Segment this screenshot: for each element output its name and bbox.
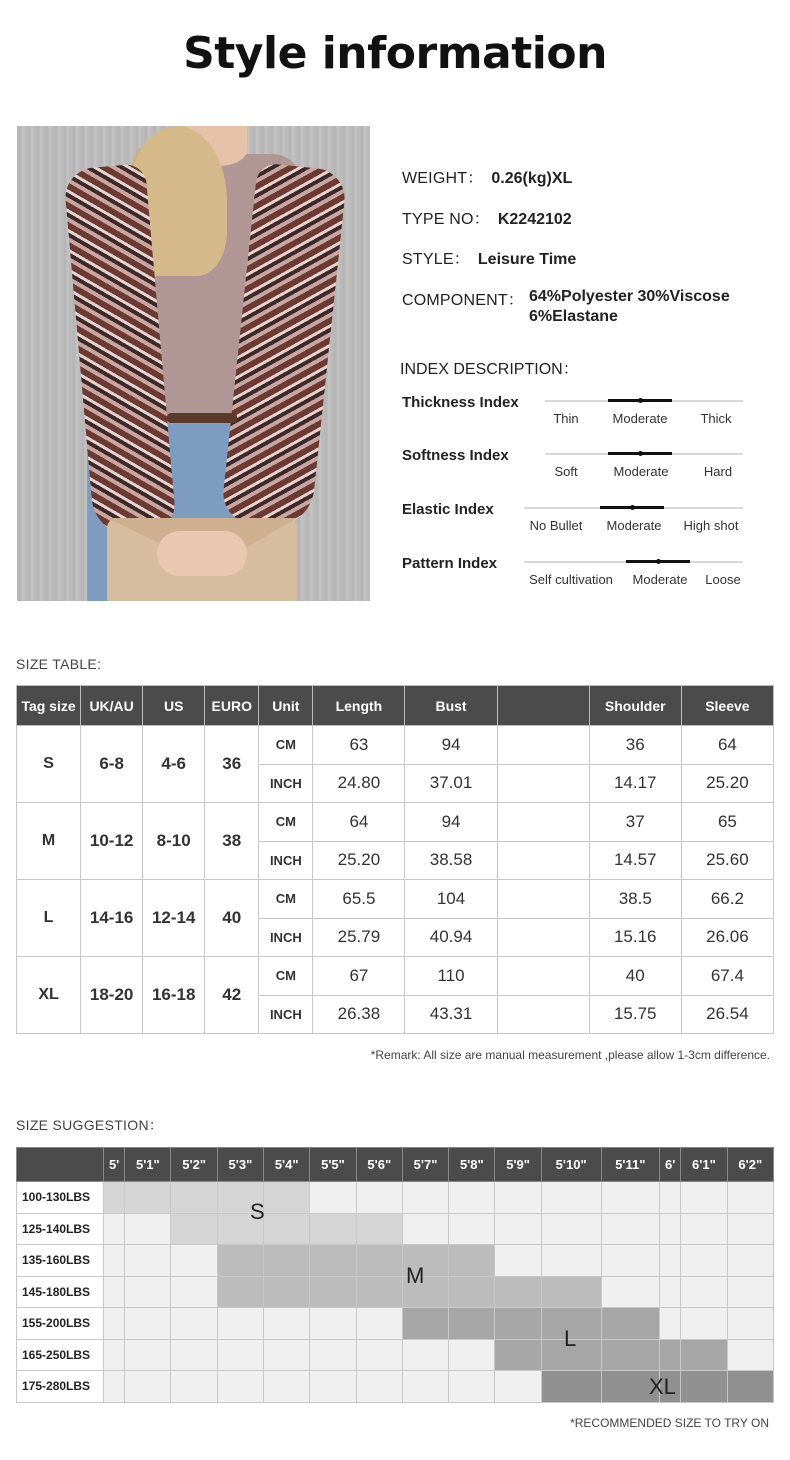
weight-row — [402, 165, 572, 188]
size-suggestion-table — [16, 1147, 774, 1403]
measure-cell: 65 — [681, 803, 773, 842]
col-length: Length — [313, 686, 405, 726]
index-option: Moderate — [613, 464, 669, 479]
suggestion-cell — [104, 1339, 125, 1371]
index-option: Moderate — [632, 572, 688, 587]
measure-cell: 15.16 — [589, 918, 681, 957]
size-suggestion-label: SIZE SUGGESTION： — [16, 1117, 164, 1133]
style-key: STYLE： — [402, 251, 470, 268]
measure-cell: 38.5 — [589, 880, 681, 919]
measure-cell: 15.75 — [589, 995, 681, 1034]
suggestion-cell — [310, 1213, 356, 1245]
height-header: 5'6" — [356, 1148, 402, 1182]
suggestion-cell — [264, 1182, 310, 1214]
component-key: COMPONENT： — [402, 292, 524, 309]
size-label-m: M — [406, 1263, 425, 1288]
weight-label: 125-140LBS — [17, 1213, 104, 1245]
measure-cell — [497, 841, 589, 880]
index-option: Thin — [553, 411, 579, 426]
index-option: Moderate — [612, 411, 668, 426]
suggestion-cell — [495, 1276, 541, 1308]
suggestion-cell — [402, 1371, 448, 1403]
suggestion-cell — [171, 1213, 217, 1245]
size-tag: L — [17, 880, 81, 957]
suggestion-cell — [495, 1371, 541, 1403]
recommend-footnote: *RECOMMENDED SIZE TO TRY ON — [570, 1416, 769, 1430]
measure-cell: 26.38 — [313, 995, 405, 1034]
measure-cell: 25.20 — [681, 764, 773, 803]
suggestion-cell — [310, 1371, 356, 1403]
unit-cell: CM — [259, 726, 313, 765]
suggestion-cell — [310, 1276, 356, 1308]
suggestion-cell — [495, 1245, 541, 1277]
suggestion-cell — [171, 1245, 217, 1277]
measure-cell — [497, 918, 589, 957]
suggestion-cell — [681, 1339, 727, 1371]
suggestion-cell — [125, 1308, 171, 1340]
measure-cell: 25.79 — [313, 918, 405, 957]
col-unit: Unit — [259, 686, 313, 726]
measure-cell: 65.5 — [313, 880, 405, 919]
size-remark: *Remark: All size are manual measurement ,please allow 1-3cm difference. — [370, 1048, 770, 1062]
us-size: 16-18 — [143, 957, 205, 1034]
suggestion-cell — [356, 1339, 402, 1371]
col-us: US — [143, 686, 205, 726]
measure-cell: 37.01 — [405, 764, 497, 803]
measure-cell: 24.80 — [313, 764, 405, 803]
suggestion-cell — [681, 1213, 727, 1245]
size-row-cm — [17, 957, 774, 996]
measure-cell: 66.2 — [681, 880, 773, 919]
uk-au-size: 10-12 — [81, 803, 143, 880]
suggestion-cell — [727, 1339, 773, 1371]
suggestion-cell — [264, 1276, 310, 1308]
index-option: Hard — [703, 464, 733, 479]
suggestion-cell — [402, 1182, 448, 1214]
type-key: TYPE NO： — [402, 211, 490, 228]
suggestion-cell — [217, 1245, 263, 1277]
suggestion-cell — [601, 1276, 659, 1308]
suggestion-cell — [449, 1213, 495, 1245]
col-uk-au: UK/AU — [81, 686, 143, 726]
weight-row — [17, 1213, 774, 1245]
measure-cell: 26.54 — [681, 995, 773, 1034]
suggestion-cell — [727, 1276, 773, 1308]
suggestion-cell — [727, 1182, 773, 1214]
suggestion-cell — [104, 1245, 125, 1277]
size-tag: M — [17, 803, 81, 880]
index-option: Self cultivation — [529, 572, 613, 587]
unit-cell: CM — [259, 803, 313, 842]
suggestion-cell — [104, 1371, 125, 1403]
measure-cell: 14.17 — [589, 764, 681, 803]
euro-size: 42 — [205, 957, 259, 1034]
suggestion-cell — [601, 1213, 659, 1245]
us-size: 4-6 — [143, 726, 205, 803]
measure-cell — [497, 803, 589, 842]
suggestion-cell — [449, 1276, 495, 1308]
unit-cell: INCH — [259, 841, 313, 880]
suggestion-cell — [125, 1245, 171, 1277]
index-option: Thick — [700, 411, 732, 426]
suggestion-cell — [727, 1371, 773, 1403]
suggestion-cell — [356, 1213, 402, 1245]
measure-cell — [497, 995, 589, 1034]
suggestion-cell — [681, 1371, 727, 1403]
height-header: 6' — [660, 1148, 681, 1182]
suggestion-cell — [171, 1308, 217, 1340]
size-label-s: S — [250, 1199, 265, 1224]
col-sleeve: Sleeve — [681, 686, 773, 726]
measure-cell: 63 — [313, 726, 405, 765]
weight-row — [17, 1308, 774, 1340]
suggestion-cell — [541, 1245, 601, 1277]
suggestion-cell — [310, 1339, 356, 1371]
measure-cell — [497, 726, 589, 765]
measure-cell: 40.94 — [405, 918, 497, 957]
measure-cell: 25.60 — [681, 841, 773, 880]
measure-cell: 94 — [405, 726, 497, 765]
uk-au-size: 6-8 — [81, 726, 143, 803]
unit-cell: INCH — [259, 918, 313, 957]
index-option: No Bullet — [529, 518, 583, 533]
unit-cell: CM — [259, 957, 313, 996]
measure-cell — [497, 764, 589, 803]
size-row-cm — [17, 803, 774, 842]
suggestion-cell — [171, 1276, 217, 1308]
index-dot — [656, 559, 661, 564]
size-tag: XL — [17, 957, 81, 1034]
height-header: 5'7" — [402, 1148, 448, 1182]
suggestion-cell — [217, 1371, 263, 1403]
product-photo — [17, 126, 370, 601]
suggestion-cell — [104, 1213, 125, 1245]
suggestion-cell — [495, 1339, 541, 1371]
suggestion-cell — [171, 1339, 217, 1371]
suggestion-cell — [495, 1182, 541, 1214]
measure-cell: 104 — [405, 880, 497, 919]
component-row — [402, 287, 524, 310]
size-tag: S — [17, 726, 81, 803]
height-header: 5'2" — [171, 1148, 217, 1182]
measure-cell: 40 — [589, 957, 681, 996]
height-header: 5'10" — [541, 1148, 601, 1182]
index-name: Pattern Index — [402, 555, 498, 572]
suggestion-cell — [104, 1308, 125, 1340]
suggestion-cell — [356, 1371, 402, 1403]
suggestion-cell — [310, 1245, 356, 1277]
index-name: Thickness Index — [402, 394, 519, 411]
suggestion-cell — [402, 1339, 448, 1371]
weight-key: WEIGHT： — [402, 170, 484, 187]
suggestion-cell — [264, 1308, 310, 1340]
measure-cell: 36 — [589, 726, 681, 765]
index-option: Loose — [705, 572, 741, 587]
measure-cell: 43.31 — [405, 995, 497, 1034]
weight-label: 165-250LBS — [17, 1339, 104, 1371]
suggestion-cell — [727, 1213, 773, 1245]
weight-row — [17, 1245, 774, 1277]
height-header: 5'9" — [495, 1148, 541, 1182]
suggestion-cell — [541, 1276, 601, 1308]
col-tag-size: Tag size — [17, 686, 81, 726]
suggestion-cell — [171, 1182, 217, 1214]
suggestion-cell — [104, 1276, 125, 1308]
measure-cell: 38.58 — [405, 841, 497, 880]
suggestion-cell — [601, 1339, 659, 1371]
measure-cell: 94 — [405, 803, 497, 842]
suggestion-cell — [356, 1308, 402, 1340]
euro-size: 38 — [205, 803, 259, 880]
index-name: Elastic Index — [402, 501, 494, 518]
suggestion-cell — [449, 1371, 495, 1403]
index-dot — [638, 398, 643, 403]
suggestion-cell — [125, 1276, 171, 1308]
size-label-l: L — [564, 1326, 577, 1351]
index-option: Soft — [554, 464, 578, 479]
size-row-cm — [17, 726, 774, 765]
measure-cell — [497, 880, 589, 919]
index-option: High shot — [683, 518, 739, 533]
us-size: 8-10 — [143, 803, 205, 880]
euro-size: 36 — [205, 726, 259, 803]
unit-cell: CM — [259, 880, 313, 919]
suggestion-cell — [449, 1339, 495, 1371]
suggestion-cell — [217, 1276, 263, 1308]
height-header: 5'5" — [310, 1148, 356, 1182]
measure-cell: 37 — [589, 803, 681, 842]
col-shoulder: Shoulder — [589, 686, 681, 726]
suggestion-cell — [125, 1371, 171, 1403]
col-euro: EURO — [205, 686, 259, 726]
measure-cell: 110 — [405, 957, 497, 996]
suggestion-cell — [495, 1308, 541, 1340]
index-option: Moderate — [606, 518, 662, 533]
suggestion-cell — [356, 1276, 402, 1308]
height-header: 5'3" — [217, 1148, 263, 1182]
component-value: 64%Polyester 30%Viscose 6%Elastane — [529, 288, 730, 325]
style-value: Leisure Time — [477, 251, 577, 268]
size-table — [16, 685, 774, 1034]
type-value: K2242102 — [497, 211, 572, 228]
measure-cell: 64 — [313, 803, 405, 842]
suggestion-cell — [727, 1308, 773, 1340]
suggestion-cell — [264, 1339, 310, 1371]
size-label-xl: XL — [649, 1374, 676, 1399]
suggestion-cell — [125, 1213, 171, 1245]
suggestion-cell — [660, 1213, 681, 1245]
suggestion-cell — [727, 1245, 773, 1277]
suggestion-cell — [660, 1339, 681, 1371]
suggestion-cell — [402, 1308, 448, 1340]
measure-cell — [497, 957, 589, 996]
us-size: 12-14 — [143, 880, 205, 957]
size-table-header — [17, 686, 774, 726]
page-title: Style information — [183, 28, 607, 79]
suggestion-cell — [541, 1371, 601, 1403]
index-dot — [630, 505, 635, 510]
suggestion-cell — [660, 1245, 681, 1277]
measure-cell: 14.57 — [589, 841, 681, 880]
index-name: Softness Index — [402, 447, 509, 464]
suggestion-cell — [541, 1213, 601, 1245]
height-header: 5'1" — [125, 1148, 171, 1182]
suggestion-cell — [601, 1245, 659, 1277]
weight-row — [17, 1339, 774, 1371]
suggestion-cell — [217, 1308, 263, 1340]
suggestion-cell — [601, 1182, 659, 1214]
suggestion-cell — [681, 1308, 727, 1340]
suggestion-cell — [681, 1245, 727, 1277]
suggestion-cell — [264, 1213, 310, 1245]
col-bust: Bust — [405, 686, 497, 726]
suggestion-cell — [310, 1182, 356, 1214]
measure-cell: 64 — [681, 726, 773, 765]
col-blank — [497, 686, 589, 726]
suggestion-cell — [356, 1245, 402, 1277]
suggestion-cell — [310, 1308, 356, 1340]
suggestion-cell — [217, 1339, 263, 1371]
size-table-label: SIZE TABLE: — [16, 656, 102, 672]
measure-cell: 26.06 — [681, 918, 773, 957]
unit-cell: INCH — [259, 995, 313, 1034]
type-row — [402, 206, 572, 229]
suggestion-cell — [104, 1182, 125, 1214]
height-header: 5' — [104, 1148, 125, 1182]
suggestion-cell — [660, 1308, 681, 1340]
weight-label: 135-160LBS — [17, 1245, 104, 1277]
weight-row — [17, 1276, 774, 1308]
height-header: 5'4" — [264, 1148, 310, 1182]
suggestion-cell — [601, 1308, 659, 1340]
index-dot — [638, 451, 643, 456]
measure-cell: 67.4 — [681, 957, 773, 996]
uk-au-size: 14-16 — [81, 880, 143, 957]
suggestion-cell — [681, 1182, 727, 1214]
suggestion-cell — [402, 1213, 448, 1245]
suggestion-cell — [125, 1182, 171, 1214]
suggestion-cell — [449, 1182, 495, 1214]
index-heading: INDEX DESCRIPTION： — [400, 361, 579, 378]
suggestion-cell — [264, 1371, 310, 1403]
corner-cell — [17, 1148, 104, 1182]
height-header-row — [17, 1148, 774, 1182]
suggestion-cell — [681, 1276, 727, 1308]
weight-value: 0.26(kg)XL — [491, 170, 573, 187]
height-header: 6'1" — [681, 1148, 727, 1182]
height-header: 5'8" — [449, 1148, 495, 1182]
suggestion-cell — [171, 1371, 217, 1403]
measure-cell: 67 — [313, 957, 405, 996]
height-header: 6'2" — [727, 1148, 773, 1182]
weight-label: 175-280LBS — [17, 1371, 104, 1403]
weight-label: 100-130LBS — [17, 1182, 104, 1214]
weight-label: 155-200LBS — [17, 1308, 104, 1340]
suggestion-cell — [264, 1245, 310, 1277]
weight-row — [17, 1182, 774, 1214]
suggestion-cell — [541, 1182, 601, 1214]
height-header: 5'11" — [601, 1148, 659, 1182]
suggestion-cell — [449, 1245, 495, 1277]
suggestion-cell — [660, 1276, 681, 1308]
style-row — [402, 246, 576, 269]
suggestion-cell — [495, 1213, 541, 1245]
suggestion-cell — [660, 1182, 681, 1214]
size-row-cm — [17, 880, 774, 919]
weight-label: 145-180LBS — [17, 1276, 104, 1308]
unit-cell: INCH — [259, 764, 313, 803]
suggestion-cell — [449, 1308, 495, 1340]
uk-au-size: 18-20 — [81, 957, 143, 1034]
suggestion-cell — [356, 1182, 402, 1214]
suggestion-cell — [125, 1339, 171, 1371]
euro-size: 40 — [205, 880, 259, 957]
measure-cell: 25.20 — [313, 841, 405, 880]
